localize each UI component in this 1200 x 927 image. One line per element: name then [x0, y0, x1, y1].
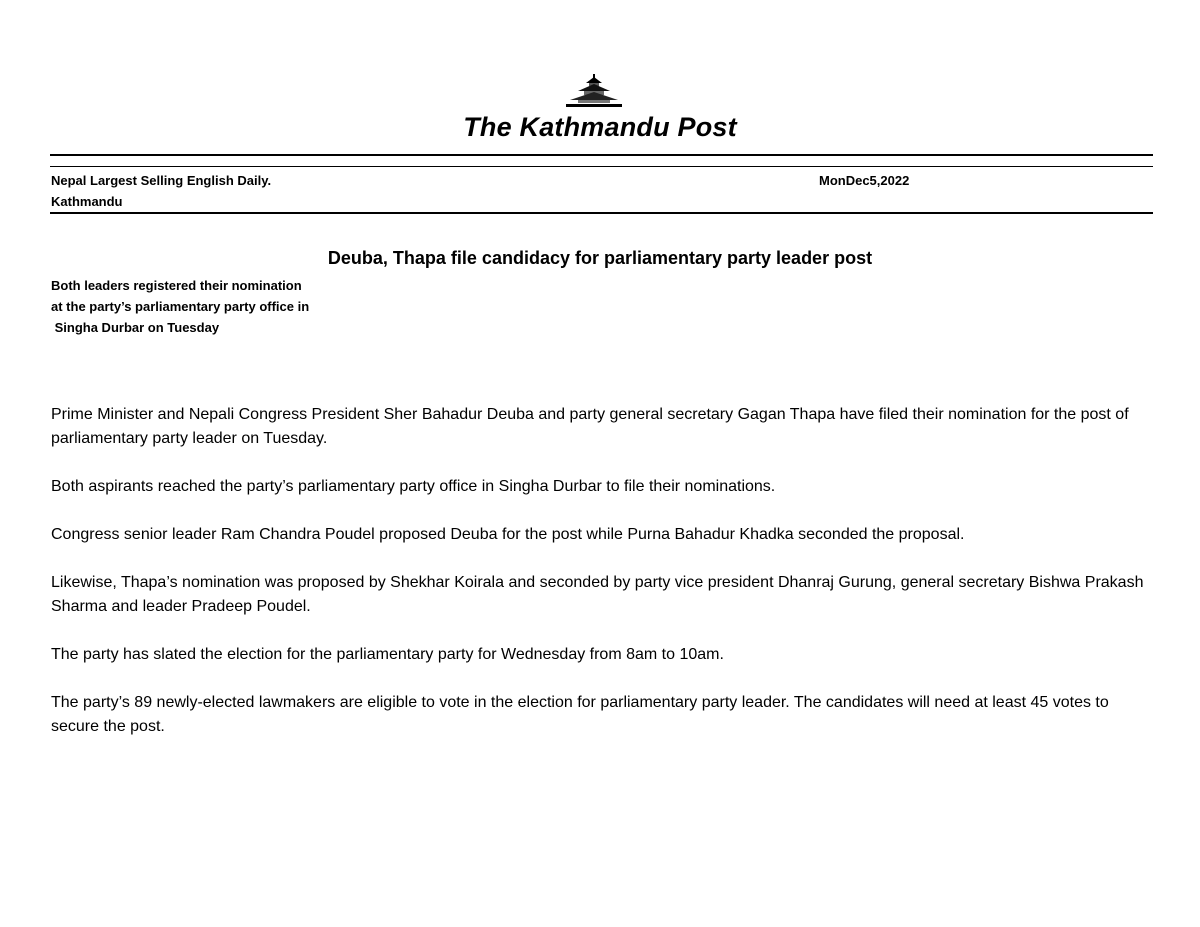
article-paragraph: Both aspirants reached the party’s parliamentary party office in Singha Durbar to file their nominations. — [51, 478, 776, 495]
article-paragraph: Congress senior leader Ram Chandra Poudel proposed Deuba for the post while Purna Bahadur Khadka seconded the proposal. — [51, 526, 965, 543]
article-paragraph: Likewise, Thapa’s nomination was proposed by Shekhar Koirala and seconded by party vice president Dhanraj Gurung, general secretary Bishwa Prakash Sharma and leader Pradeep Poudel. — [51, 574, 1144, 615]
article-body — [51, 403, 1151, 763]
subhead-line: Singha Durbar on Tuesday — [51, 320, 220, 335]
article-subhead — [51, 275, 309, 338]
article-paragraph: Prime Minister and Nepali Congress President Sher Bahadur Deuba and party general secretary Gagan Thapa have filed their nomination for the post of parliamentary party leader on Tuesday. — [51, 406, 1129, 447]
masthead-rule-thin — [50, 166, 1153, 167]
article-paragraph: The party’s 89 newly-elected lawmakers are eligible to vote in the election for parliamentary party leader. The candidates will need at least 45 votes to secure the post. — [51, 694, 1109, 735]
subhead-line: Both leaders registered their nomination — [51, 278, 302, 293]
masthead-meta-left — [51, 170, 271, 212]
masthead-rule-bottom — [50, 212, 1153, 214]
subhead-line: at the party’s parliamentary party office in — [51, 299, 310, 314]
masthead-title: The Kathmandu Post — [463, 112, 737, 142]
issue-date: MonDec5,2022 — [819, 173, 910, 188]
article-headline: Deuba, Thapa file candidacy for parliamentary party leader post — [327, 248, 873, 268]
masthead-rule-top — [50, 154, 1153, 156]
tagline: Nepal Largest Selling English Daily. — [51, 173, 272, 188]
article-paragraph: The party has slated the election for the parliamentary party for Wednesday from 8am to 10am. — [51, 646, 724, 663]
pagoda-temple-icon — [564, 74, 624, 108]
location: Kathmandu — [51, 194, 123, 209]
